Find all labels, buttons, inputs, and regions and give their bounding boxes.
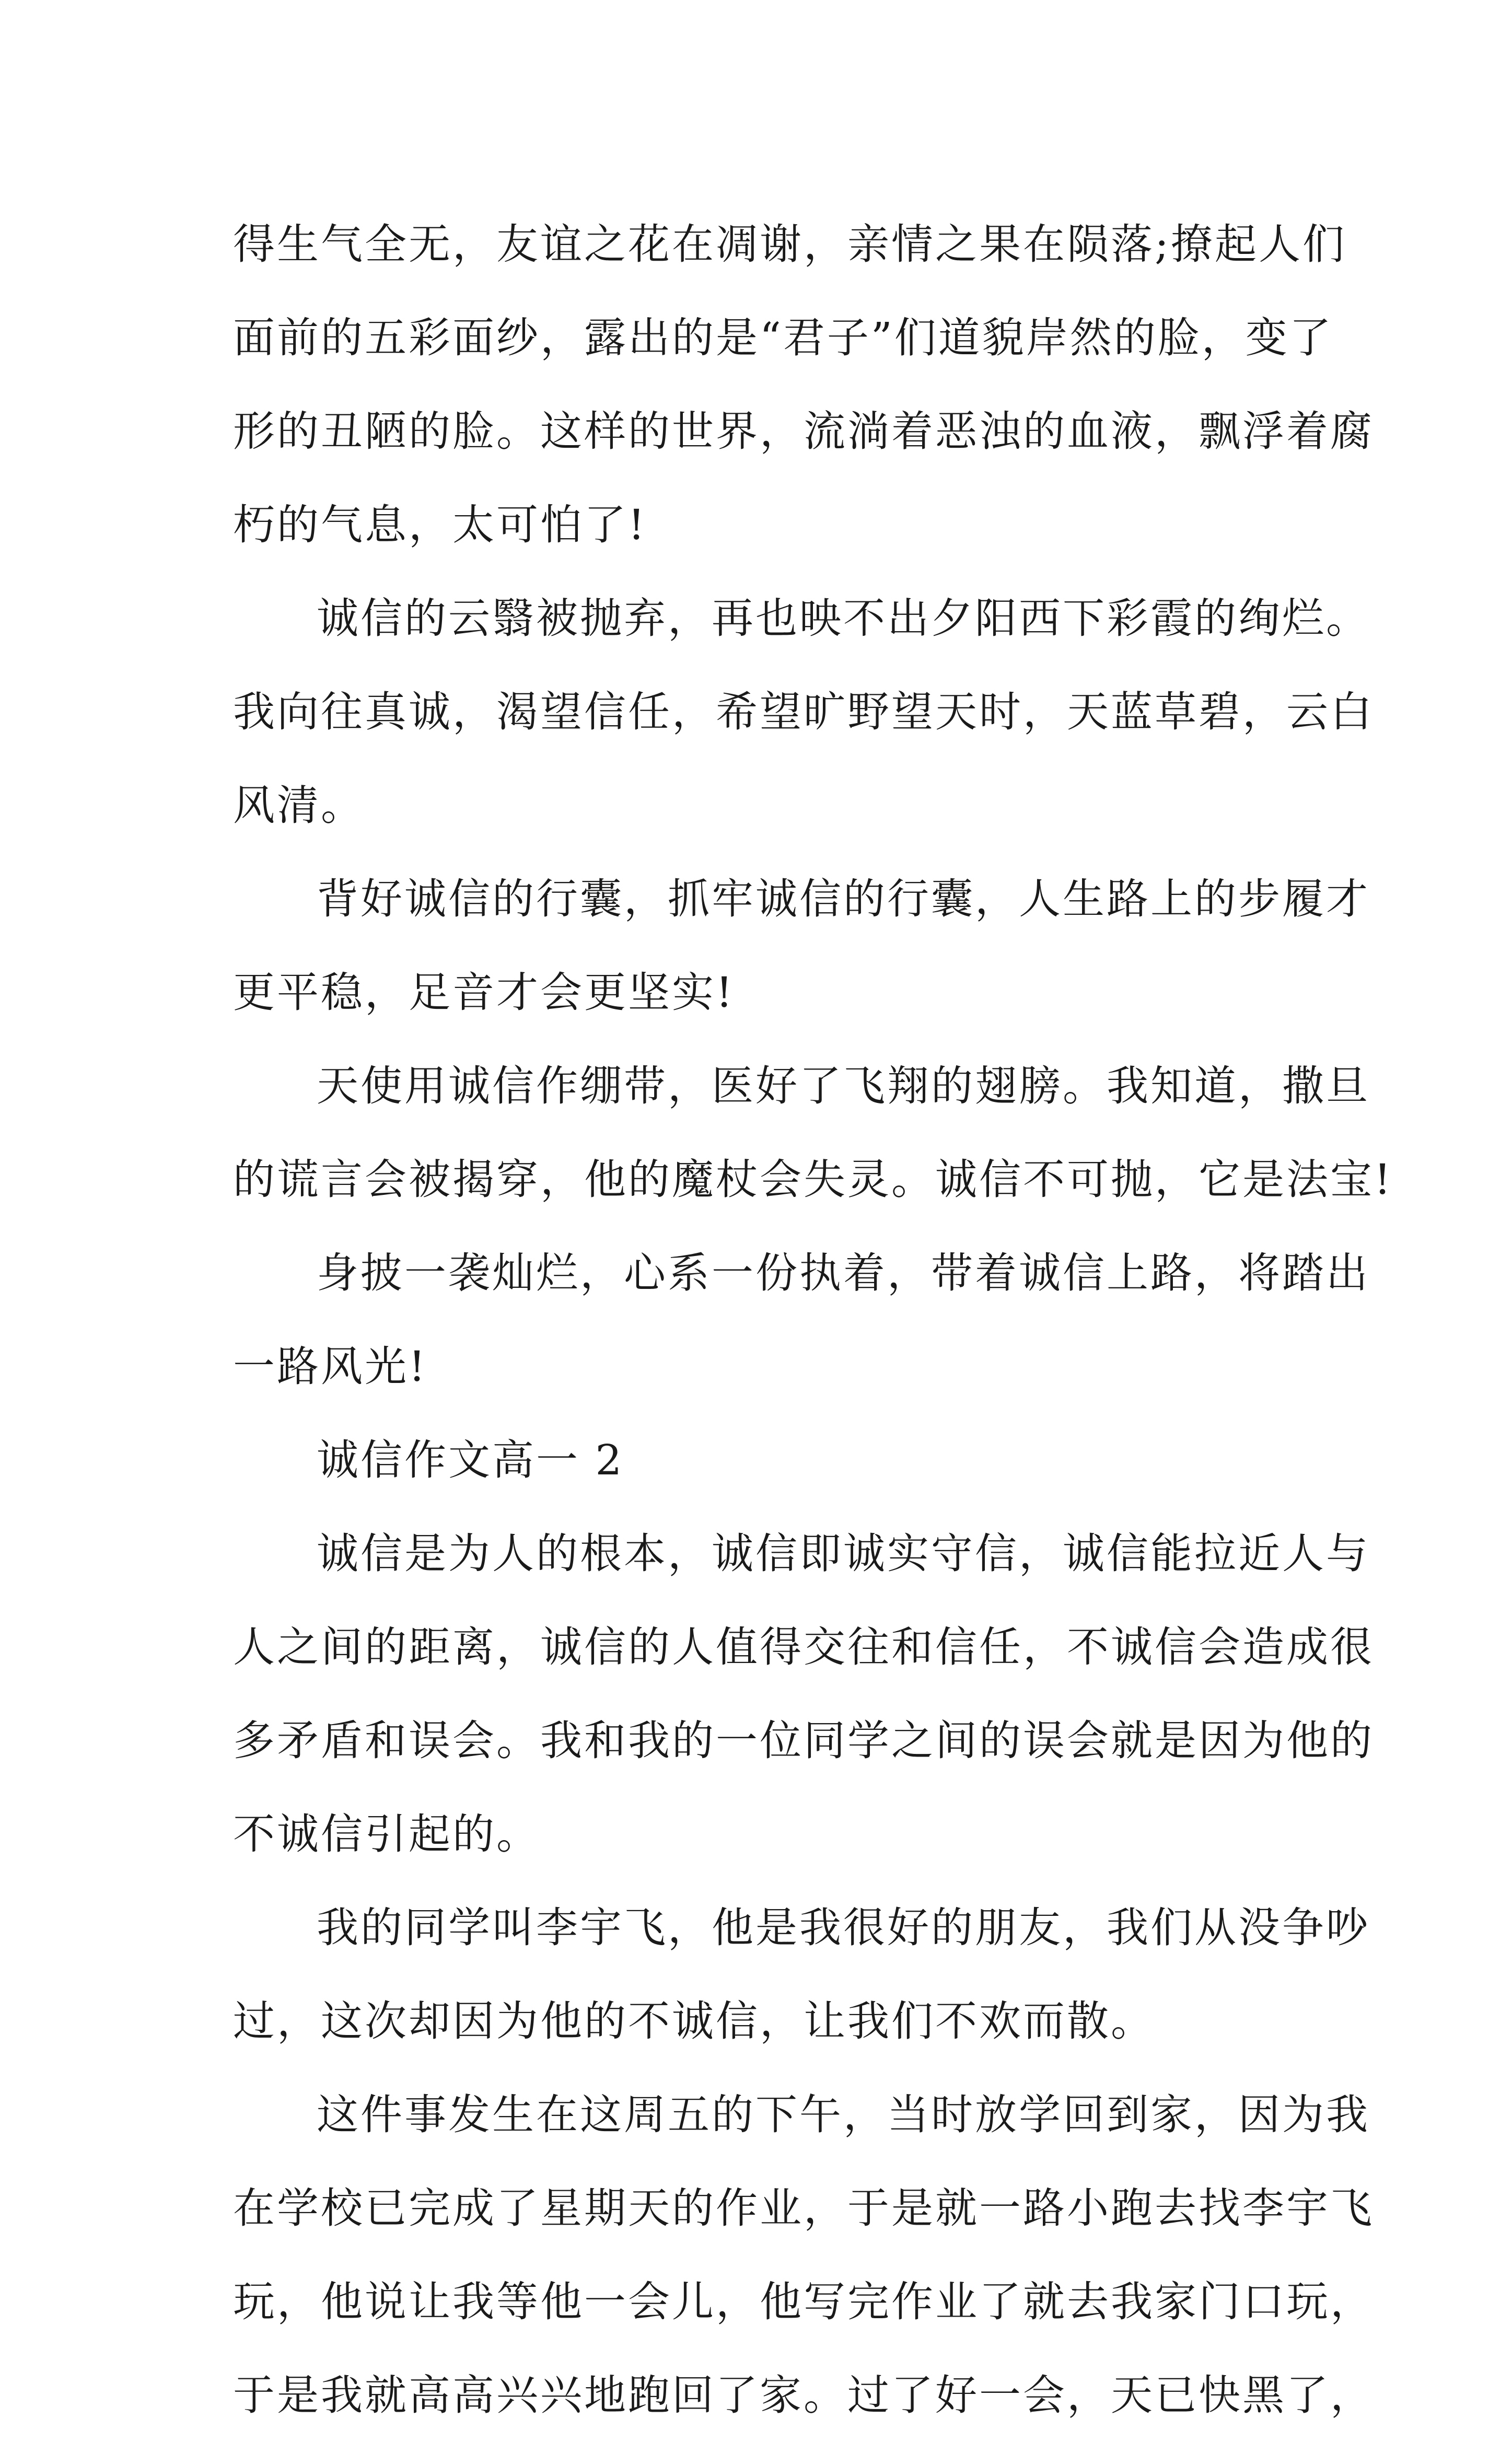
text-line: 面前的五彩面纱，露出的是“君子”们道貌岸然的脸，变了 <box>233 313 1333 362</box>
text-line: 在学校已完成了星期天的作业，于是就一路小跑去找李宇飞 <box>233 2184 1374 2232</box>
text-line: 得生气全无，友谊之花在凋谢，亲情之果在陨落;撩起人们 <box>233 220 1346 269</box>
text-line: 形的丑陋的脸。这样的世界，流淌着恶浊的血液，飘浮着腐 <box>233 407 1374 456</box>
paragraph-start-line: 诚信是为人的根本，诚信即诚实守信，诚信能拉近人与 <box>317 1529 1370 1578</box>
essay-body <box>233 197 1393 2442</box>
paragraph-start-line: 这件事发生在这周五的下午，当时放学回到家，因为我 <box>317 2090 1370 2139</box>
paragraph-start-line: 天使用诚信作绷带，医好了飞翔的翅膀。我知道，撒旦 <box>317 1062 1370 1110</box>
section-heading: 诚信作文高一 2 <box>317 1436 624 1484</box>
paragraph-start-line: 诚信的云翳被抛弃，再也映不出夕阳西下彩霞的绚烂。 <box>317 594 1370 643</box>
text-line: 不诚信引起的。 <box>233 1810 540 1858</box>
text-line: 我向往真诚，渴望信任，希望旷野望天时，天蓝草碧，云白 <box>233 688 1374 736</box>
text-line: 的谎言会被揭穿，他的魔杖会失灵。诚信不可抛，它是法宝! <box>233 1155 1393 1204</box>
paragraph-start-line: 背好诚信的行囊，抓牢诚信的行囊，人生路上的步履才 <box>317 875 1370 923</box>
paragraph-start-line: 我的同学叫李宇飞，他是我很好的朋友，我们从没争吵 <box>317 1903 1370 1952</box>
text-line: 更平稳，足音才会更坚实! <box>233 968 735 1017</box>
text-line: 一路风光! <box>233 1342 428 1391</box>
text-line: 人之间的距离，诚信的人值得交往和信任，不诚信会造成很 <box>233 1623 1374 1671</box>
text-line: 于是我就高高兴兴地跑回了家。过了好一会，天已快黑了， <box>233 2371 1374 2420</box>
text-line: 过，这次却因为他的不诚信，让我们不欢而散。 <box>233 1997 1155 2045</box>
text-line: 多矛盾和误会。我和我的一位同学之间的误会就是因为他的 <box>233 1716 1374 1765</box>
paragraph-start-line: 身披一袭灿烂，心系一份执着，带着诚信上路，将踏出 <box>317 1249 1370 1297</box>
text-line: 朽的气息，太可怕了! <box>233 501 647 549</box>
text-line: 风清。 <box>233 781 365 830</box>
text-line: 玩，他说让我等他一会儿，他写完作业了就去我家门口玩， <box>233 2277 1374 2326</box>
